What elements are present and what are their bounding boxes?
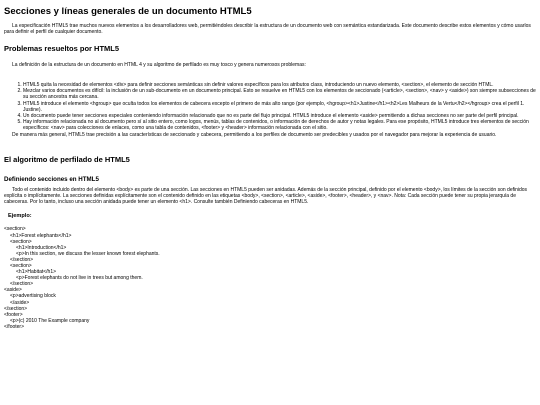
defining-paragraph: Todo el contenido incluido dentro del elemento <body> es parte de una sección. Las secciones en HTML5 pueden ser anidadas. Además de la sección principal, definido por el elemento <body>, los límites de la sección son definidos explícita o implícitamente. La secciones definidas explícitamente son el contenido definido en las etiquetas <body>, <section>, <article>, <aside>, <footer>, <header>, y <nav>. Nota: Cada sección puede tener su propia jerarquía de cabeceras. Por lo tanto, incluso una sección anidada puede tener un elemento <h1>. Consulte también Definiendo cabeceras en HTML5. [4, 187, 528, 206]
code-line: <aside> [4, 287, 22, 294]
code-line: <p>advertising block [10, 293, 56, 300]
problems-list [4, 82, 537, 131]
code-line: <p>Forest elephants do not live in trees but among them. [16, 275, 143, 282]
list-item: 1. HTML5 quita la necesidad de elementos <div> para definir secciones semánticas sin definir valores específicos para los atributos class, introduciendo un nuevo elemento, <section>, el elemento de sección HTML. [23, 82, 537, 88]
problems-lead: La definición de la estructura de un documento en HTML 4 y su algoritmo de perfilado es muy tosco y genera numerosos problemas: [12, 62, 306, 69]
code-example [4, 226, 537, 330]
code-line: </section> [4, 305, 28, 312]
code-line: <p>In this section, we discuss the lesser known forest elephants. [16, 250, 160, 257]
code-line: <h1>Habitat</h1> [16, 269, 57, 276]
subsection-heading-defining: Definiendo secciones en HTML5 [4, 176, 99, 184]
code-line: <h1>Introduction</h1> [16, 244, 67, 251]
code-line: </aside> [10, 299, 30, 306]
code-line: <h1>Forest elephants</h1> [10, 232, 72, 239]
code-line: <section> [10, 238, 32, 245]
list-item: 2. Mezclar varios documentos es difícil: la inclusión de un sub-documento en un documento principal. Esto se resuelve en HTML5 con los elementos de seccionado (<article>, <section>, <nav> y <aside>) son siempre subsecciones de su sección ancestra más cercana. [23, 88, 537, 100]
section-heading-problems: Problemas resueltos por HTML5 [4, 44, 120, 54]
list-item: 4. Un documento puede tener secciones especiales conteniendo información relacionado que no es parte del flujo principal. HTML5 introduce el elemento <aside> permitiendo a dichas secciones no ser parte del perfil principal. [23, 113, 537, 119]
code-line: <section> [10, 262, 32, 269]
section-heading-algorithm: El algoritmo de perfilado de HTML5 [4, 155, 130, 165]
code-line: </footer> [4, 323, 25, 330]
intro-paragraph: La especificación HTML5 trae muchos nuevos elementos a los desarrolladores web, permitiéndoles describir la estructura de un documento web con semántica estandarizada. Este documento describe estos elementos y cómo usarlos para definir el perfil de cualquier documento. [4, 23, 531, 36]
list-item: 5. Hay información relacionada no al documento pero sí al sitio entero, como logos, menús, tablas de contenidos, o información de derechos de autor y notas legales. Para ese propósito, HTML5 introduce tres elementos de sección específicos: <nav> para colecciones de enlaces, como una tabla de contenidos, <footer> y <header> información relacionada con el sitio. [23, 119, 537, 131]
code-line: <section> [4, 226, 26, 233]
page-title: Secciones y líneas generales de un documento HTML5 [4, 6, 252, 17]
code-line: </section> [10, 281, 34, 288]
code-line: <footer> [4, 311, 23, 318]
code-line: </section> [10, 256, 34, 263]
problems-closing: De manera más general, HTML5 trae precisión a las características de seccionado y cabecera, permitiendo a los perfiles de documento ser predecibles y usados por el navegador para mejorar la experiencia de usuario. [12, 132, 497, 139]
list-item: 3. HTML5 introduce el elemento <hgroup> que oculta todos los elementos de cabecera excepto el primero de más alto rango (por ejemplo, <hgroup><h1>Justine</h1><h2>Les Malheurs de la Vertu</h2></hgroup> crea el perfil 1. Justine). [23, 101, 537, 113]
example-heading: Ejemplo: [8, 213, 32, 220]
code-line: <p>(c) 2010 The Example company [10, 317, 90, 324]
